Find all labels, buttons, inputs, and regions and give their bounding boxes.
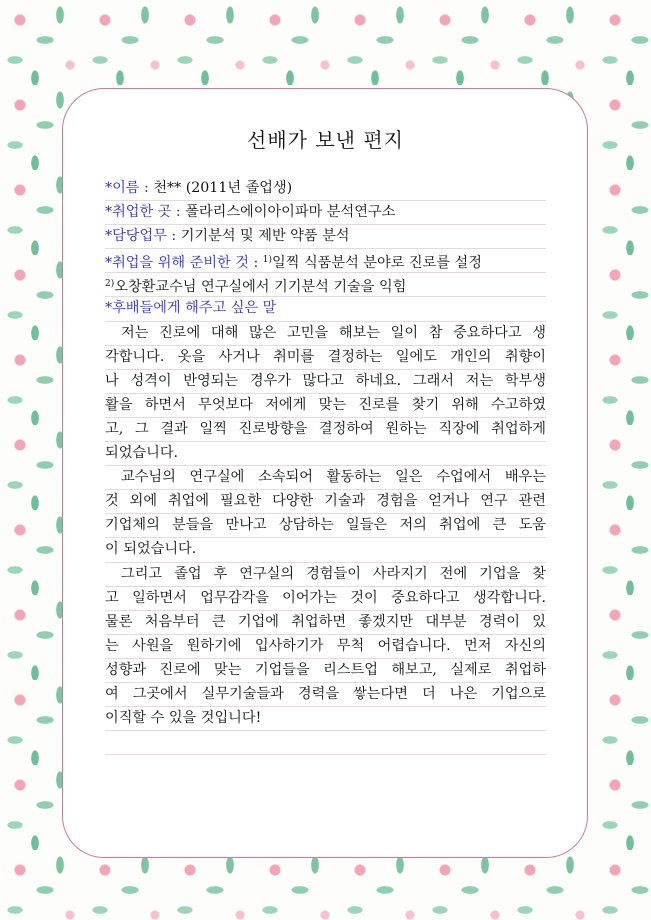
info-line [105, 273, 546, 297]
info-value: 기기분석 및 제반 약품 분석 [180, 228, 350, 245]
info-value: 천** (2011년 졸업생) [153, 180, 293, 196]
info-label: *후배들에게 해주고 싶은 말 [105, 300, 277, 317]
info-line [105, 201, 546, 225]
body-line: 성향과 진로에 맞는 기업들을 리스트업 해보고, 실제로 취업하 [105, 659, 546, 683]
footnote-number: 2) [105, 279, 115, 290]
info-label: *취업한 곳 : [105, 204, 186, 221]
info-line [105, 177, 546, 201]
footnote-number: 1) [262, 255, 273, 266]
body-line: 교수님의 연구실에 소속되어 활동하는 일은 수업에서 배우는 [105, 466, 546, 490]
info-line [105, 297, 546, 321]
info-label: *이름 : [105, 180, 154, 196]
info-line [105, 249, 546, 273]
body-line: 물론 처음부터 큰 기업에 취업하면 좋겠지만 대부분 경력이 있 [105, 611, 546, 635]
body-line: 이직할 수 있을 것입니다! [105, 707, 546, 731]
letter-body [105, 177, 546, 755]
info-value: 오창환교수님 연구실에서 기기분석 기술을 익힘 [114, 279, 407, 296]
info-line [105, 225, 546, 249]
body-line: 되었습니다. [105, 442, 546, 466]
body-line: 나 성격이 반영되는 경우가 많다고 하네요. 그래서 저는 학부생 [105, 370, 546, 394]
body-line: 기업체의 분들을 만나고 상담하는 일들은 저의 취업에 큰 도움 [105, 514, 546, 538]
body-line: 각합니다. 옷을 사거나 취미를 결정하는 일에도 개인의 취향이 [105, 346, 546, 370]
body-line: 그리고 졸업 후 연구실의 경험들이 사라지기 전에 기업을 찾 [105, 563, 546, 587]
body-line: 저는 진로에 대해 많은 고민을 해보는 일이 참 중요하다고 생 [105, 322, 546, 346]
info-value: 폴라리스에이아이파마 분석연구소 [185, 204, 396, 221]
body-line: 여 그곳에서 실무기술들과 경력을 쌓는다면 더 나은 기업으로 [105, 683, 546, 707]
body-line: 것 외에 취업에 필요한 다양한 기술과 경험을 얻거나 연구 관련 [105, 490, 546, 514]
body-line: 이 되었습니다. [105, 538, 546, 562]
body-line: 고 일하면서 업무감각을 이어가는 것이 중요하다고 생각합니다. [105, 587, 546, 611]
body-line: 는 사원을 원하기에 입사하기가 무척 어렵습니다. 먼저 자신의 [105, 635, 546, 659]
info-label: *담당업무 : [105, 228, 181, 245]
info-value: 일찍 식품분석 분야로 진로를 설정 [272, 255, 482, 272]
body-line: 활을 하면서 무엇보다 저에게 맞는 진로를 찾기 위해 수고하였 [105, 394, 546, 418]
page-title: 선배가 보낸 편지 [247, 128, 404, 152]
body-line: 고, 그 결과 일찍 진로방향을 결정하여 원하는 직장에 취업하게 [105, 418, 546, 442]
body-line [105, 731, 546, 755]
info-label: *취업을 위해 준비한 것 : [105, 255, 263, 272]
